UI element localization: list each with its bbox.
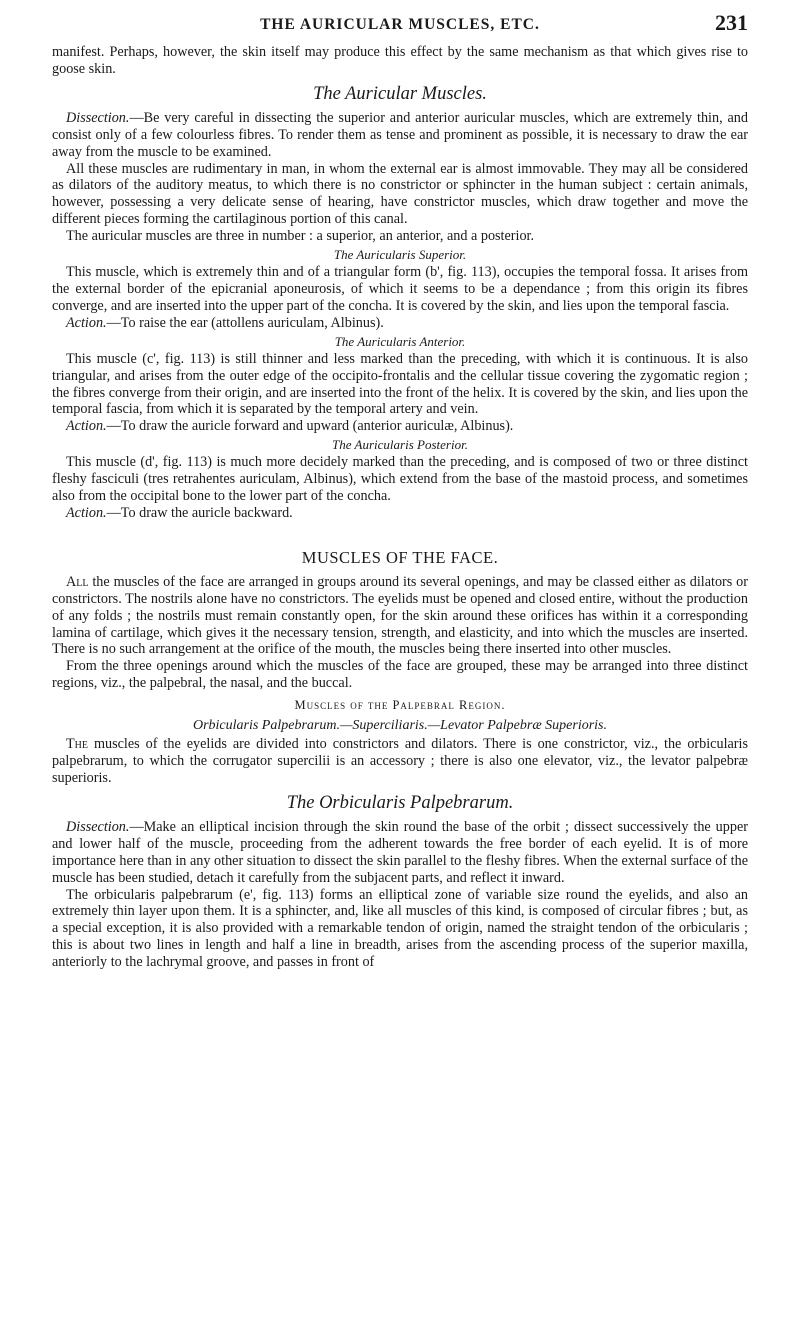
- paragraph-dissection: [52, 110, 748, 161]
- paragraph-face-groups: [52, 574, 748, 659]
- dissection-text: —Make an elliptical incision through the skin round the base of the orbit ; dissect successively the upper and lower half of the muscle, proceeding from the adherent towards the free border of each eyelid. It is of more importance here than in any other situation to dissect the skin parallel to the fleshy fibres. When the external surface of the muscle has been studied, detach it carefully from the subjacent parts, and reflect it inward.: [52, 818, 748, 886]
- paragraph-orbicularis-dissection: [52, 819, 748, 887]
- paragraph-superior: This muscle, which is extremely thin and of a triangular form (b', fig. 113), occupies the temporal fossa. It arises from the external border of the epicranial aponeurosis, of which it seems to be a dependance ; from this origin its fibres converge, and are inserted into the upper part of the concha. It is covered by the skin, and lies upon the temporal fascia.: [52, 264, 748, 314]
- small-caps-lead: The: [66, 736, 88, 753]
- paragraph-face-regions: From the three openings around which the muscles of the face are grouped, these may be arranged into three distinct regions, viz., the palpebral, the nasal, and the buccal.: [52, 658, 748, 692]
- paragraph-intro: manifest. Perhaps, however, the skin itself may produce this effect by the same mechanism as that which gives rise to goose skin.: [52, 44, 748, 77]
- action-text: —To raise the ear (attollens auriculam, Albinus).: [106, 314, 384, 331]
- heading-auricular-muscles: The Auricular Muscles.: [313, 83, 487, 104]
- dissection-label: Dissection.: [66, 109, 130, 126]
- action-label: Action.: [66, 314, 107, 331]
- page-header: [52, 0, 748, 44]
- heading-auricularis-posterior: The Auricularis Posterior.: [332, 437, 468, 453]
- paragraph-superior-action: [52, 315, 748, 332]
- paragraph-posterior: This muscle (d', fig. 113) is much more decidely marked than the preceding, and is composed of two or three distinct fleshy fasciculi (tres retrahentes auriculam, Albinus), which extend from the base of the mastoid process, and sometimes also from the occipital bone to the lower part of the concha.: [52, 454, 748, 505]
- page-number: 231: [715, 10, 748, 35]
- face-groups-text: the muscles of the face are arranged in groups around its several openings, and may be classed either as dilators or constrictors. The nostrils alone have no constrictors. The eyelids must be opened and closed entire, without the production of any folds ; the nostrils must remain constantly open, for the skin around these orifices has within it a corresponding lamina of cartilage, which gives it the necessary tension, strength, and elasticity, and into which the muscles are inserted. There is no such arrangement at the orifice of the mouth, the muscles being there inserted into other muscles.: [52, 573, 748, 658]
- palpebral-text: muscles of the eyelids are divided into constrictors and dilators. There is one constrictor, viz., the orbicularis palpebrarum, to which the corrugator supercilii is an accessory ; there is also one elevator, viz., the levator palpebræ superioris.: [52, 736, 748, 786]
- heading-orbicularis-palpebrarum: The Orbicularis Palpebrarum.: [286, 792, 514, 813]
- paragraph-posterior-action: [52, 505, 748, 522]
- heading-auricularis-superior: The Auricularis Superior.: [333, 247, 467, 263]
- action-label: Action.: [66, 418, 107, 435]
- paragraph-rudimentary: All these muscles are rudimentary in man, in whom the external ear is almost immovable. They may all be considered as dilators of the auditory meatus, to which there is no constrictor or sphincter in the human subject : certain animals, however, possessing a very delicate sense of hearing, have constrictor muscles, which draw together and move the different pieces forming the cartilaginous portion of this canal.: [52, 160, 748, 228]
- heading-auricularis-anterior: The Auricularis Anterior.: [334, 333, 466, 349]
- subheading-palpebral-muscles: Orbicularis Palpebrarum.—Superciliaris.—Levator Palpebræ Superioris.: [192, 718, 608, 734]
- heading-palpebral-region: Muscles of the Palpebral Region.: [294, 698, 506, 713]
- dissection-label: Dissection.: [66, 818, 130, 835]
- paragraph-anterior-action: [52, 418, 748, 435]
- paragraph-anterior: This muscle (c', fig. 113) is still thinner and less marked than the preceding, with which it is continuous. It is also triangular, and arises from the outer edge of the occipito-frontalis and the cellular tissue covering the zygomatic region ; the fibres converge from their origin, and are inserted into the front of the helix. It is covered by the skin, and lies upon the temporal fascia, from which it is separated by the temporal artery and vein.: [52, 350, 748, 418]
- action-label: Action.: [66, 504, 107, 521]
- action-text: —To draw the auricle forward and upward (anterior auriculæ, Albinus).: [106, 418, 514, 435]
- paragraph-palpebral: [52, 736, 748, 787]
- paragraph-orbicularis-description: The orbicularis palpebrarum (e', fig. 113) forms an elliptical zone of variable size round the eyelids, and also an extremely thin layer upon them. It is a sphincter, and, like all muscles of this kind, is composed of circular fibres ; but, as a special exception, it is also provided with a remarkable tendon of origin, named the straight tendon of the orbicularis ; this is about two lines in length and half a line in breadth, arises from the ascending process of the superior maxilla, anteriorly to the lachrymal groove, and passes in front of: [52, 886, 748, 971]
- heading-muscles-of-face: MUSCLES OF THE FACE.: [301, 547, 499, 567]
- dissection-text: —Be very careful in dissecting the superior and anterior auricular muscles, which are extremely thin, and consist only of a few colourless fibres. To render them as tense and prominent as possible, it is necessary to draw the ear away from the muscle to be examined.: [52, 109, 748, 160]
- action-text: —To draw the auricle backward.: [106, 504, 293, 521]
- small-caps-lead: All: [66, 573, 89, 590]
- running-head: THE AURICULAR MUSCLES, ETC.: [260, 16, 540, 33]
- paragraph-three-muscles: The auricular muscles are three in number : a superior, an anterior, and a posterior.: [66, 228, 535, 245]
